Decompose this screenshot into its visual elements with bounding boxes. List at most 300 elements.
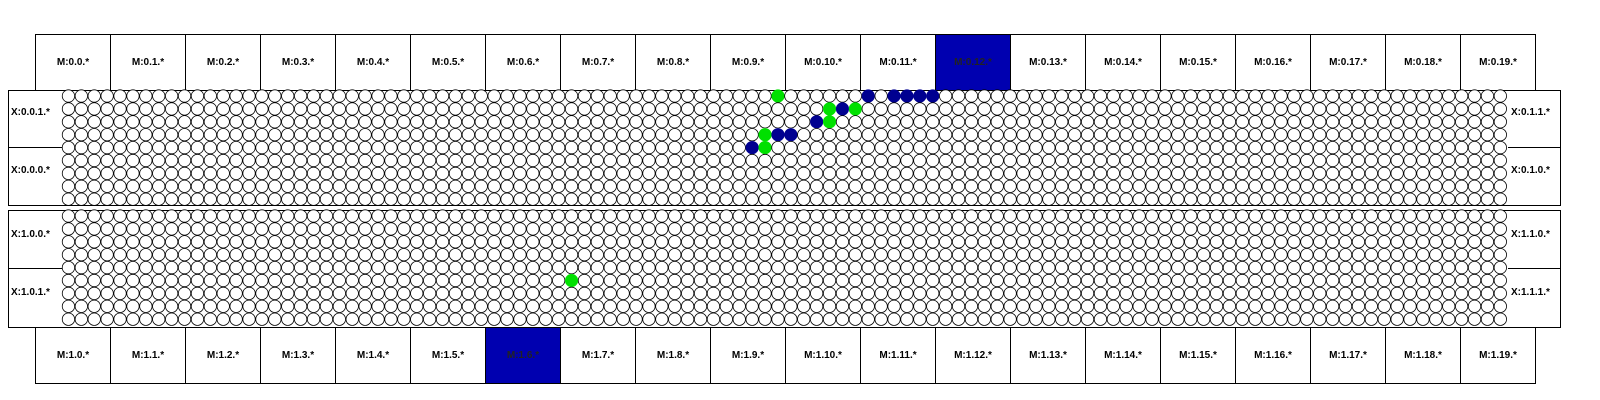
- grid-cell: [643, 141, 655, 153]
- grid-cell: [165, 300, 177, 312]
- grid-cell: [449, 129, 461, 141]
- grid-cell: [1056, 274, 1068, 286]
- grid-cell: [939, 287, 951, 299]
- grid-cell: [875, 116, 887, 128]
- grid-cell: [527, 103, 539, 115]
- grid-cell: [1094, 154, 1106, 166]
- grid-cell: [256, 300, 268, 312]
- grid-cell: [1275, 210, 1287, 222]
- grid-cell: [733, 154, 745, 166]
- grid-cell: [746, 154, 758, 166]
- grid-cell: [552, 261, 564, 273]
- grid-cell: [1159, 90, 1171, 102]
- grid-cell: [1030, 236, 1042, 248]
- grid-cell: [1391, 141, 1403, 153]
- grid-cell: [1068, 180, 1080, 192]
- grid-cell: [927, 116, 939, 128]
- grid-cell: [1301, 141, 1313, 153]
- bottom-module-12[interactable]: M:1.12.*: [935, 327, 1011, 384]
- grid-cell: [1468, 129, 1480, 141]
- grid-cell: [1468, 210, 1480, 222]
- grid-cell: [1391, 287, 1403, 299]
- top-module-17[interactable]: M:0.17.*: [1310, 34, 1386, 91]
- grid-cell: [875, 193, 887, 205]
- grid-cell: [436, 274, 448, 286]
- grid-cell: [565, 210, 577, 222]
- grid-cell: [114, 249, 126, 261]
- grid-cell: [88, 129, 100, 141]
- grid-cell: [1365, 287, 1377, 299]
- top-module-1[interactable]: M:0.1.*: [110, 34, 186, 91]
- grid-cell: [965, 261, 977, 273]
- lit-cell-blue: [772, 129, 784, 141]
- grid-cell: [1339, 274, 1351, 286]
- grid-cell: [62, 103, 74, 115]
- grid-cell: [256, 103, 268, 115]
- grid-cell: [1120, 210, 1132, 222]
- grid-cell: [475, 274, 487, 286]
- grid-cell: [62, 154, 74, 166]
- bottom-module-15[interactable]: M:1.15.*: [1160, 327, 1236, 384]
- grid-cell: [1081, 236, 1093, 248]
- grid-cell: [501, 154, 513, 166]
- grid-cell: [1043, 116, 1055, 128]
- top-module-6[interactable]: M:0.6.*: [485, 34, 561, 91]
- grid-cell: [1159, 223, 1171, 235]
- bottom-module-6[interactable]: M:1.6.*: [485, 327, 561, 384]
- top-module-8[interactable]: M:0.8.*: [635, 34, 711, 91]
- bottom-module-16[interactable]: M:1.16.*: [1235, 327, 1311, 384]
- grid-cell: [1120, 141, 1132, 153]
- top-module-4[interactable]: M:0.4.*: [335, 34, 411, 91]
- grid-cell: [204, 193, 216, 205]
- grid-cell: [1391, 193, 1403, 205]
- side-label-x-0-0-0: X:0.0.0.*: [11, 164, 50, 176]
- grid-cell: [294, 154, 306, 166]
- grid-cell: [153, 210, 165, 222]
- grid-cell: [320, 300, 332, 312]
- grid-cell: [88, 223, 100, 235]
- bottom-module-11[interactable]: M:1.11.*: [860, 327, 936, 384]
- grid-cell: [669, 274, 681, 286]
- grid-cell: [346, 313, 358, 325]
- grid-cell: [1326, 103, 1338, 115]
- bottom-module-10[interactable]: M:1.10.*: [785, 327, 861, 384]
- grid-cell: [178, 261, 190, 273]
- grid-cell: [462, 116, 474, 128]
- grid-cell: [1404, 180, 1416, 192]
- grid-cell: [398, 141, 410, 153]
- top-module-15[interactable]: M:0.15.*: [1160, 34, 1236, 91]
- grid-cell: [991, 129, 1003, 141]
- grid-cell: [423, 180, 435, 192]
- grid-cell: [1404, 261, 1416, 273]
- grid-cell: [527, 249, 539, 261]
- grid-cell: [927, 249, 939, 261]
- grid-cell: [385, 236, 397, 248]
- grid-cell: [1094, 167, 1106, 179]
- lit-cell-blue: [914, 90, 926, 102]
- grid-cell: [1262, 287, 1274, 299]
- top-module-14[interactable]: M:0.14.*: [1085, 34, 1161, 91]
- grid-cell: [191, 287, 203, 299]
- top-module-12[interactable]: M:0.12.*: [935, 34, 1011, 91]
- grid-cell: [759, 274, 771, 286]
- top-module-2[interactable]: M:0.2.*: [185, 34, 261, 91]
- bottom-module-18[interactable]: M:1.18.*: [1385, 327, 1461, 384]
- grid-cell: [1417, 249, 1429, 261]
- grid-cell: [1288, 141, 1300, 153]
- grid-cell: [1210, 313, 1222, 325]
- grid-cell: [256, 274, 268, 286]
- grid-cell: [952, 90, 964, 102]
- grid-cell: [75, 141, 87, 153]
- grid-cell: [488, 261, 500, 273]
- grid-cell: [1262, 141, 1274, 153]
- grid-cell: [1107, 236, 1119, 248]
- grid-cell: [552, 167, 564, 179]
- bottom-module-9[interactable]: M:1.9.*: [710, 327, 786, 384]
- grid-cell: [230, 167, 242, 179]
- grid-cell: [707, 193, 719, 205]
- grid-cell: [1339, 261, 1351, 273]
- grid-cell: [630, 274, 642, 286]
- grid-cell: [165, 180, 177, 192]
- bottom-module-4[interactable]: M:1.4.*: [335, 327, 411, 384]
- grid-cell: [1443, 223, 1455, 235]
- grid-cell: [1056, 180, 1068, 192]
- grid-cell: [1056, 116, 1068, 128]
- grid-cell: [217, 167, 229, 179]
- bottom-module-8[interactable]: M:1.8.*: [635, 327, 711, 384]
- grid-cell: [1494, 261, 1506, 273]
- top-module-7[interactable]: M:0.7.*: [560, 34, 636, 91]
- grid-cell: [1249, 103, 1261, 115]
- grid-cell: [1081, 223, 1093, 235]
- grid-cell: [1159, 261, 1171, 273]
- grid-cell: [411, 223, 423, 235]
- side-label-x-1-0-0: X:1.0.0.*: [11, 228, 50, 240]
- grid-cell: [436, 287, 448, 299]
- grid-cell: [591, 249, 603, 261]
- grid-cell: [475, 261, 487, 273]
- grid-cell: [1391, 300, 1403, 312]
- grid-cell: [1443, 180, 1455, 192]
- lit-cell-green: [823, 116, 835, 128]
- grid-cell: [733, 129, 745, 141]
- grid-cell: [810, 103, 822, 115]
- grid-cell: [449, 313, 461, 325]
- lit-cell-green: [759, 129, 771, 141]
- grid-cell: [707, 154, 719, 166]
- grid-cell: [1133, 141, 1145, 153]
- grid-cell: [88, 313, 100, 325]
- grid-cell: [62, 236, 74, 248]
- bottom-module-1[interactable]: M:1.1.*: [110, 327, 186, 384]
- grid-cell: [1120, 193, 1132, 205]
- grid-cell: [1107, 287, 1119, 299]
- grid-cell: [1326, 300, 1338, 312]
- grid-cell: [798, 141, 810, 153]
- bottom-module-13[interactable]: M:1.13.*: [1010, 327, 1086, 384]
- grid-cell: [1120, 236, 1132, 248]
- top-module-9[interactable]: M:0.9.*: [710, 34, 786, 91]
- grid-cell: [862, 249, 874, 261]
- top-module-5[interactable]: M:0.5.*: [410, 34, 486, 91]
- grid-cell: [694, 210, 706, 222]
- lit-cell-green: [823, 103, 835, 115]
- grid-cell: [178, 274, 190, 286]
- top-module-16[interactable]: M:0.16.*: [1235, 34, 1311, 91]
- bottom-module-7[interactable]: M:1.7.*: [560, 327, 636, 384]
- grid-cell: [423, 210, 435, 222]
- bottom-module-14[interactable]: M:1.14.*: [1085, 327, 1161, 384]
- top-module-18[interactable]: M:0.18.*: [1385, 34, 1461, 91]
- grid-cell: [269, 167, 281, 179]
- grid-cell: [1417, 287, 1429, 299]
- grid-cell: [178, 313, 190, 325]
- grid-cell: [1314, 274, 1326, 286]
- grid-cell: [423, 236, 435, 248]
- grid-cell: [991, 103, 1003, 115]
- grid-cell: [527, 90, 539, 102]
- side-label-x-0-1-1: X:0.1.1.*: [1511, 106, 1550, 118]
- grid-cell: [1068, 261, 1080, 273]
- grid-cell: [372, 287, 384, 299]
- grid-cell: [888, 313, 900, 325]
- grid-cell: [62, 193, 74, 205]
- grid-cell: [101, 249, 113, 261]
- grid-cell: [527, 313, 539, 325]
- grid-cell: [436, 300, 448, 312]
- grid-cell: [372, 116, 384, 128]
- bottom-module-17[interactable]: M:1.17.*: [1310, 327, 1386, 384]
- grid-cell: [836, 300, 848, 312]
- grid-cell: [939, 90, 951, 102]
- bottom-module-3[interactable]: M:1.3.*: [260, 327, 336, 384]
- grid-cell: [1030, 116, 1042, 128]
- grid-cell: [243, 300, 255, 312]
- grid-cell: [1455, 90, 1467, 102]
- grid-cell: [1159, 300, 1171, 312]
- bottom-module-19[interactable]: M:1.19.*: [1460, 327, 1536, 384]
- grid-cell: [965, 193, 977, 205]
- grid-cell: [565, 116, 577, 128]
- grid-cell: [1275, 249, 1287, 261]
- grid-cell: [256, 261, 268, 273]
- grid-cell: [1159, 193, 1171, 205]
- grid-cell: [320, 180, 332, 192]
- grid-cell: [927, 300, 939, 312]
- grid-cell: [978, 287, 990, 299]
- grid-cell: [1326, 116, 1338, 128]
- grid-cell: [269, 90, 281, 102]
- grid-cell: [1081, 193, 1093, 205]
- grid-cell: [565, 90, 577, 102]
- grid-cell: [1262, 167, 1274, 179]
- grid-cell: [436, 223, 448, 235]
- grid-cell: [127, 129, 139, 141]
- top-module-0[interactable]: M:0.0.*: [35, 34, 111, 91]
- grid-cell: [423, 300, 435, 312]
- grid-cell: [617, 210, 629, 222]
- grid-cell: [346, 236, 358, 248]
- grid-cell: [965, 210, 977, 222]
- grid-cell: [1262, 116, 1274, 128]
- grid-cell: [243, 249, 255, 261]
- grid-cell: [823, 210, 835, 222]
- grid-cell: [952, 236, 964, 248]
- grid-cell: [127, 210, 139, 222]
- grid-cell: [1030, 274, 1042, 286]
- grid-cell: [669, 313, 681, 325]
- grid-cell: [191, 313, 203, 325]
- grid-cell: [565, 300, 577, 312]
- grid-cell: [914, 141, 926, 153]
- grid-cell: [823, 249, 835, 261]
- grid-cell: [578, 261, 590, 273]
- grid-cell: [823, 180, 835, 192]
- grid-cell: [694, 249, 706, 261]
- grid-cell: [462, 167, 474, 179]
- grid-cell: [669, 287, 681, 299]
- grid-cell: [501, 300, 513, 312]
- grid-cell: [552, 129, 564, 141]
- grid-cell: [88, 210, 100, 222]
- grid-cell: [1494, 154, 1506, 166]
- grid-cell: [1236, 141, 1248, 153]
- grid-cell: [630, 223, 642, 235]
- lit-cell-blue: [901, 90, 913, 102]
- grid-cell: [746, 210, 758, 222]
- grid-cell: [1365, 261, 1377, 273]
- grid-cell: [488, 180, 500, 192]
- grid-cell: [1314, 236, 1326, 248]
- grid-cell: [914, 210, 926, 222]
- grid-cell: [914, 313, 926, 325]
- top-module-10[interactable]: M:0.10.*: [785, 34, 861, 91]
- grid-cell: [1249, 300, 1261, 312]
- grid-cell: [978, 223, 990, 235]
- grid-cell: [75, 210, 87, 222]
- grid-cell: [320, 313, 332, 325]
- grid-cell: [1455, 313, 1467, 325]
- grid-cell: [1030, 167, 1042, 179]
- grid-cell: [178, 210, 190, 222]
- grid-cell: [114, 236, 126, 248]
- grid-cell: [1185, 129, 1197, 141]
- grid-cell: [552, 249, 564, 261]
- bottom-module-0[interactable]: M:1.0.*: [35, 327, 111, 384]
- grid-cell: [1339, 154, 1351, 166]
- grid-cell: [1094, 223, 1106, 235]
- grid-cell: [1481, 103, 1493, 115]
- grid-cell: [746, 223, 758, 235]
- top-module-11[interactable]: M:0.11.*: [860, 34, 936, 91]
- grid-cell: [1030, 103, 1042, 115]
- grid-cell: [1133, 193, 1145, 205]
- grid-cell: [991, 210, 1003, 222]
- grid-cell: [1249, 287, 1261, 299]
- grid-cell: [875, 300, 887, 312]
- grid-cell: [901, 313, 913, 325]
- grid-cell: [978, 313, 990, 325]
- grid-cell: [333, 261, 345, 273]
- grid-cell: [282, 180, 294, 192]
- side-label-x-1-1-1: X:1.1.1.*: [1511, 286, 1550, 298]
- grid-cell: [772, 141, 784, 153]
- grid-cell: [1146, 167, 1158, 179]
- bottom-module-2[interactable]: M:1.2.*: [185, 327, 261, 384]
- grid-cell: [62, 116, 74, 128]
- grid-cell: [1378, 236, 1390, 248]
- grid-cell: [153, 249, 165, 261]
- grid-cell: [462, 103, 474, 115]
- grid-cell: [1468, 236, 1480, 248]
- grid-cell: [88, 193, 100, 205]
- grid-cell: [965, 287, 977, 299]
- grid-cell: [952, 154, 964, 166]
- grid-cell: [694, 103, 706, 115]
- grid-cell: [772, 223, 784, 235]
- grid-cell: [1468, 223, 1480, 235]
- grid-cell: [1223, 103, 1235, 115]
- grid-cell: [552, 223, 564, 235]
- grid-cell: [449, 193, 461, 205]
- grid-cell: [1197, 223, 1209, 235]
- grid-cell: [656, 261, 668, 273]
- grid-cell: [475, 193, 487, 205]
- top-module-13[interactable]: M:0.13.*: [1010, 34, 1086, 91]
- grid-cell: [656, 274, 668, 286]
- grid-cell: [1404, 103, 1416, 115]
- grid-cell: [230, 116, 242, 128]
- grid-cell: [307, 129, 319, 141]
- grid-cell: [178, 300, 190, 312]
- grid-cell: [1365, 249, 1377, 261]
- grid-cell: [1301, 103, 1313, 115]
- grid-cell: [1288, 180, 1300, 192]
- grid-cell: [617, 154, 629, 166]
- grid-cell: [165, 287, 177, 299]
- grid-cell: [243, 287, 255, 299]
- grid-cell: [798, 287, 810, 299]
- grid-cell: [720, 154, 732, 166]
- grid-cell: [398, 287, 410, 299]
- grid-cell: [165, 274, 177, 286]
- top-module-3[interactable]: M:0.3.*: [260, 34, 336, 91]
- grid-cell: [733, 287, 745, 299]
- grid-cell: [1017, 90, 1029, 102]
- grid-cell: [462, 223, 474, 235]
- grid-cell: [669, 129, 681, 141]
- grid-cell: [1326, 249, 1338, 261]
- grid-cell: [1481, 210, 1493, 222]
- bottom-module-5[interactable]: M:1.5.*: [410, 327, 486, 384]
- grid-cell: [772, 300, 784, 312]
- grid-cell: [927, 261, 939, 273]
- grid-cell: [1275, 193, 1287, 205]
- grid-cell: [656, 90, 668, 102]
- grid-cell: [385, 141, 397, 153]
- grid-cell: [1210, 223, 1222, 235]
- grid-cell: [307, 193, 319, 205]
- grid-cell: [810, 274, 822, 286]
- top-module-19[interactable]: M:0.19.*: [1460, 34, 1536, 91]
- grid-cell: [1146, 236, 1158, 248]
- grid-cell: [307, 210, 319, 222]
- grid-cell: [1197, 300, 1209, 312]
